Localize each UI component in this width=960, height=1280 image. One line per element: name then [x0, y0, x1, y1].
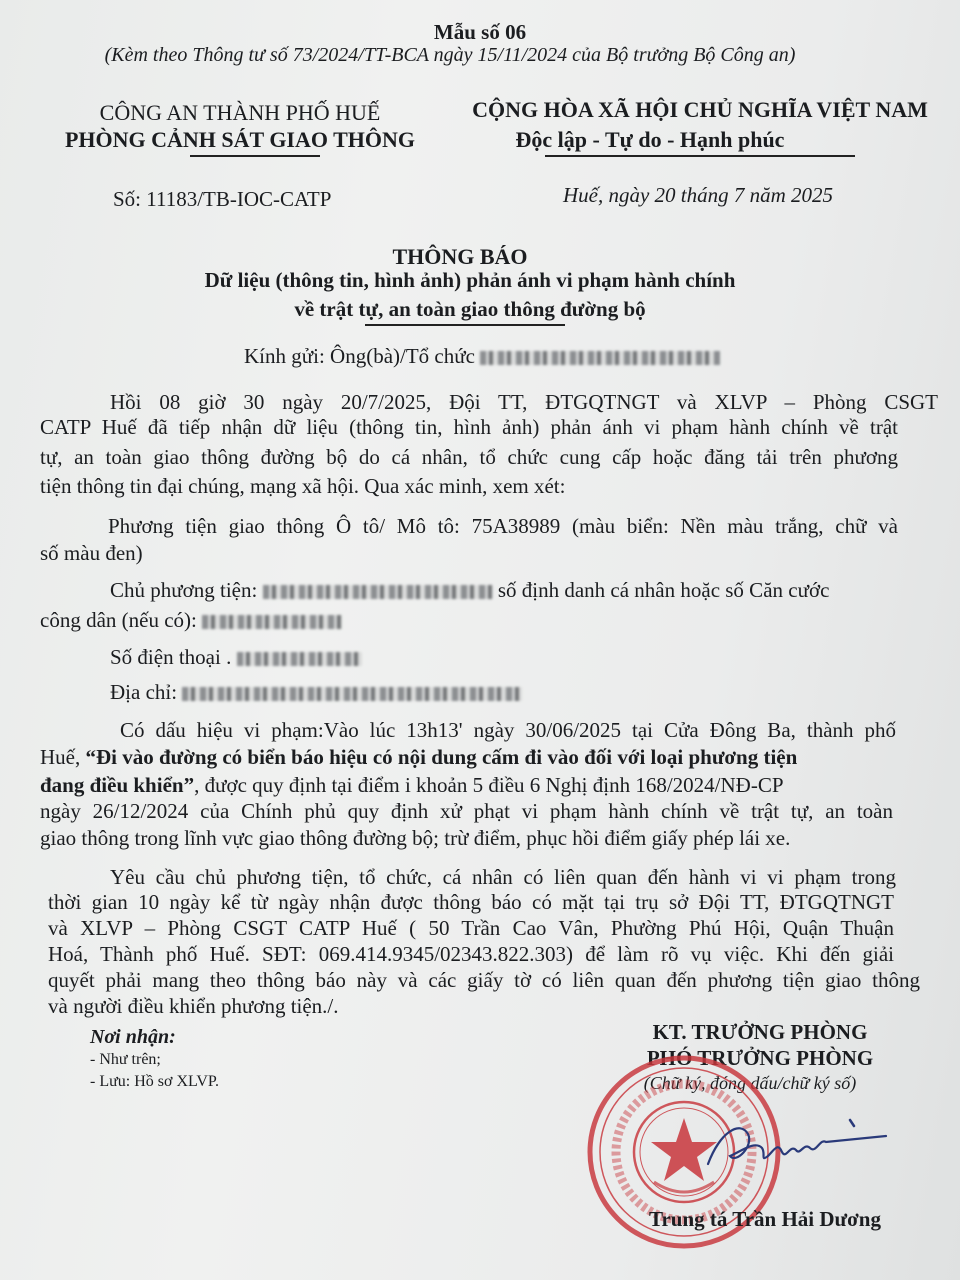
handwritten-signature-icon [700, 1112, 900, 1182]
title-underline [365, 324, 565, 326]
violation-line-5: giao thông trong lĩnh vực giao thông đường bộ; trừ điểm, phục hồi điểm giấy phép lái xe. [40, 826, 791, 850]
violation-line-2 [40, 745, 920, 770]
agency-parent: CÔNG AN THÀNH PHỐ HUẾ [99, 100, 381, 125]
phone-label: Số điện thoại . [110, 645, 232, 669]
redacted-address [182, 687, 522, 701]
signer-title-2: PHÓ TRƯỞNG PHÒNG [646, 1046, 874, 1070]
violation-legal-basis: , được quy định tại điểm i khoản 5 điều 6 Nghị định 168/2024/NĐ-CP [194, 773, 784, 797]
request-line-5: quyết phải mang theo thông báo này và các giấy tờ có liên quan đến phương tiện giao thông [48, 968, 920, 992]
notice-title: THÔNG BÁO [392, 244, 528, 269]
recipients-title: Nơi nhận: [90, 1026, 176, 1048]
request-line-4: Hoá, Thành phố Huế. SĐT: 069.414.9345/02343.822.303) để làm rõ vụ việc. Khi đến giải [48, 942, 894, 966]
violation-line-4: ngày 26/12/2024 của Chính phủ quy định xử phạt vi phạm hành chính về trật tự, an toàn [40, 799, 893, 823]
signer-name: Trung tá Trần Hải Dương [649, 1207, 881, 1231]
violation-line-1: Có dấu hiệu vi phạm:Vào lúc 13h13' ngày 30/06/2025 tại Cửa Đông Ba, thành phố [120, 718, 896, 742]
redacted-recipient [480, 351, 720, 365]
signature-note: (Chữ ký, đóng dấu/chữ ký số) [643, 1073, 857, 1093]
owner-id-label: số định danh cá nhân hoặc số Căn cước [497, 578, 830, 602]
violation-act-2: đang điều khiển” [40, 773, 195, 797]
paragraph-1-line-3: tự, an toàn giao thông đường bộ do cá nhân, tổ chức cung cấp hoặc đăng tải trên phương [40, 445, 898, 469]
violation-place: Huế, [40, 745, 86, 769]
document-number: Số: 11183/TB-IOC-CATP [113, 187, 332, 211]
agency-name: PHÒNG CẢNH SÁT GIAO THÔNG [64, 127, 415, 152]
notice-subtitle-2: về trật tự, an toàn giao thông đường bộ [294, 297, 646, 321]
owner-line [110, 578, 960, 603]
form-number: Mẫu số 06 [433, 20, 527, 44]
address-label: Địa chỉ: [110, 680, 178, 704]
paragraph-1-line-1: Hồi 08 giờ 30 ngày 20/7/2025, Đội TT, ĐTGQTNGT và XLVP – Phòng CSGT [110, 390, 938, 414]
request-line-1: Yêu cầu chủ phương tiện, tổ chức, cá nhân có liên quan đến hành vi vi phạm trong [110, 865, 896, 889]
citizen-label: công dân (nếu có): [40, 608, 197, 632]
vehicle-line-2: số màu đen) [40, 541, 143, 565]
recipient-item-2: - Lưu: Hồ sơ XLVP. [90, 1073, 219, 1090]
notice-subtitle-1: Dữ liệu (thông tin, hình ảnh) phản ánh vi phạm hành chính [204, 268, 736, 292]
recipient-line [244, 344, 720, 369]
recipient-label: Kính gửi: Ông(bà)/Tổ chức [244, 344, 475, 368]
motto-underline [545, 155, 855, 157]
nation-title: CỘNG HÒA XÃ HỘI CHỦ NGHĨA VIỆT NAM [472, 97, 928, 122]
request-line-6: và người điều khiển phương tiện./. [48, 994, 339, 1018]
redacted-owner [263, 585, 493, 599]
paragraph-1-line-2: CATP Huế đã tiếp nhận dữ liệu (thông tin, hình ảnh) phản ánh vi phạm hành chính về trật [40, 415, 898, 439]
redacted-citizen-id [202, 615, 342, 629]
citizen-line [40, 608, 920, 633]
violation-act-1: “Đi vào đường có biển báo hiệu có nội dung cấm đi vào đối với loại phương tiện [85, 745, 798, 769]
violation-line-3 [40, 773, 920, 798]
place-date: Huế, ngày 20 tháng 7 năm 2025 [563, 183, 834, 207]
owner-label: Chủ phương tiện: [110, 578, 258, 602]
vehicle-line-1: Phương tiện giao thông Ô tô/ Mô tô: 75A38989 (màu biển: Nền màu trắng, chữ và [108, 514, 898, 538]
agency-underline [190, 155, 320, 157]
request-line-3: và XLVP – Phòng CSGT CATP Huế ( 50 Trần Cao Vân, Phường Phú Hội, Quận Thuận [48, 916, 894, 940]
redacted-phone [237, 652, 362, 666]
request-line-2: thời gian 10 ngày kể từ ngày nhận được thông báo có mặt tại trụ sở Đội TT, ĐTGQTNGT [48, 890, 894, 914]
form-reference: (Kèm theo Thông tư số 73/2024/TT-BCA ngày 15/11/2024 của Bộ trưởng Bộ Công an) [104, 44, 796, 66]
recipient-item-1: - Như trên; [90, 1051, 161, 1068]
paragraph-1-line-4: tiện thông tin đại chúng, mạng xã hội. Qua xác minh, xem xét: [40, 474, 566, 498]
address-line [110, 680, 960, 705]
signer-title-1: KT. TRƯỞNG PHÒNG [652, 1020, 868, 1044]
nation-motto: Độc lập - Tự do - Hạnh phúc [515, 127, 785, 152]
phone-line [110, 645, 960, 670]
